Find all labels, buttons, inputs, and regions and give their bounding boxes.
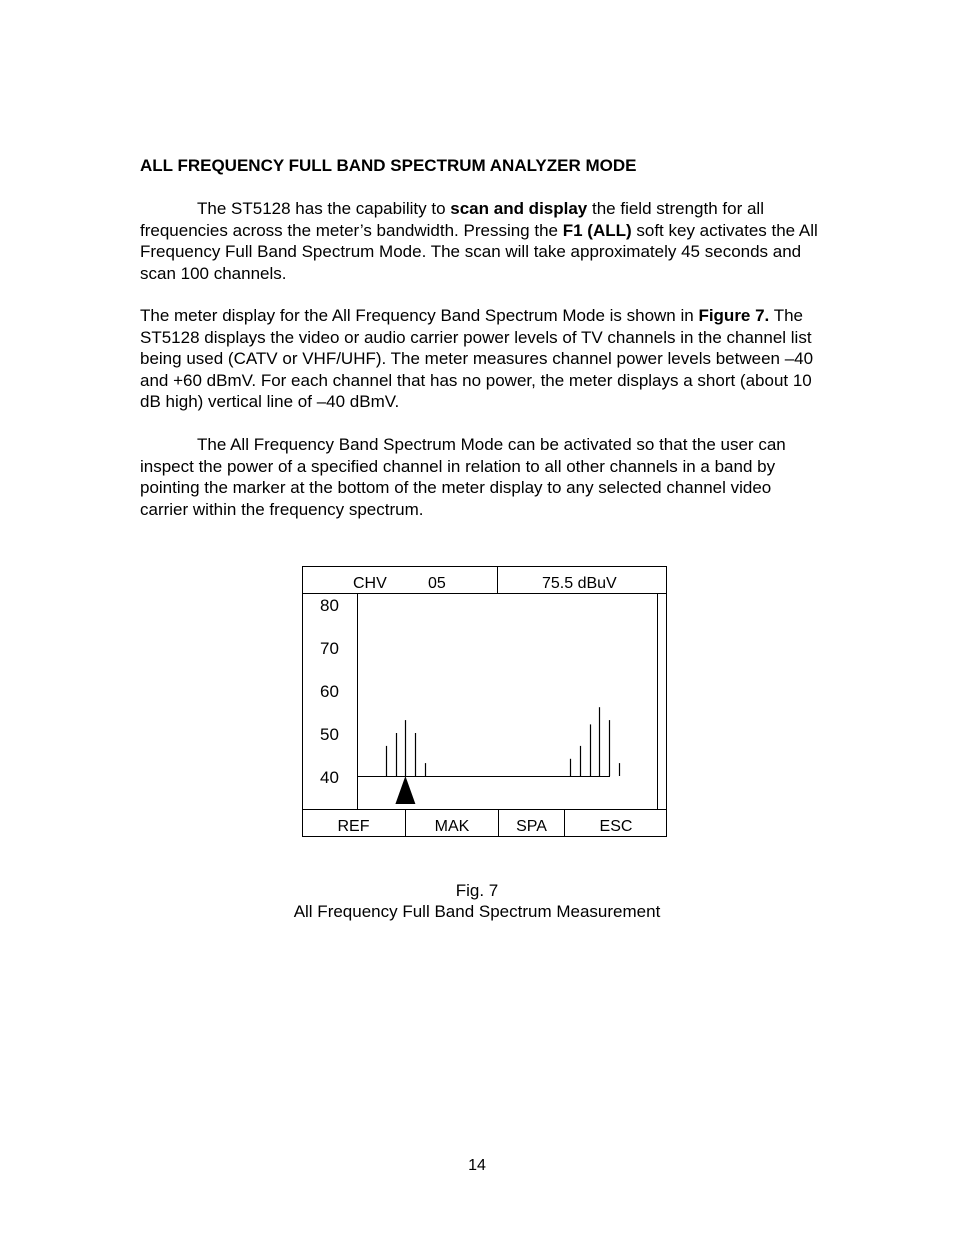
para1-bold-2: F1 (ALL)	[562, 220, 632, 240]
y-tick-40: 40	[320, 768, 339, 787]
level-readout: 75.5 dBuV	[542, 575, 617, 592]
y-tick-50: 50	[320, 725, 339, 744]
figure-caption-title: All Frequency Full Band Spectrum Measurement	[293, 902, 661, 921]
para2-text-1: The meter display for the All Frequency Band Spectrum Mode is shown in	[140, 306, 699, 325]
page-number: 14	[468, 1157, 486, 1174]
figure-caption-number: Fig. 7	[455, 881, 499, 900]
y-tick-70: 70	[320, 639, 339, 658]
paragraph-intro	[140, 198, 820, 284]
para1-text-2: the field strength for all frequencies across the meter’s bandwidth. Pressing the	[140, 199, 764, 240]
y-tick-80: 80	[320, 596, 339, 615]
channel-number: 05	[428, 575, 446, 592]
meter-display-figure	[302, 566, 667, 837]
para1-bold-1: scan and display	[450, 199, 588, 218]
softkey-ref[interactable]: REF	[337, 818, 370, 835]
channel-marker[interactable]	[395, 776, 415, 804]
para1-text-3: soft key activates the All Frequency Full Band Spectrum Mode. The scan will take approximately 45 seconds and scan 100 channels.	[140, 220, 818, 283]
y-tick-60: 60	[320, 682, 339, 701]
para2-text-2: The ST5128 displays the video or audio carrier power levels of TV channels in the channel list being used (CATV or VHF/UHF). The meter measures channel power levels between –40 and +60 dBmV. For each channel that has no power, the meter displays a short (about 10 dB high) vertical line of –40 dBmV.	[140, 306, 814, 411]
paragraph-marker: The All Frequency Band Spectrum Mode can be activated so that the user can inspect the power of a specified channel in relation to all other channels in a band by pointing the marker at the bottom of the meter display to any selected channel video carrier within the frequency spectrum.	[140, 435, 786, 519]
softkey-spa[interactable]: SPA	[516, 818, 547, 835]
paragraph-display	[140, 305, 820, 413]
para1-text-1: The ST5128 has the capability to	[197, 199, 451, 218]
channel-mode-label: CHV	[353, 575, 387, 592]
softkey-esc[interactable]: ESC	[599, 818, 633, 835]
section-heading: ALL FREQUENCY FULL BAND SPECTRUM ANALYZER MODE	[140, 156, 637, 175]
meter-frame	[302, 566, 667, 837]
para2-bold-1: Figure 7.	[698, 306, 770, 325]
softkey-mak[interactable]: MAK	[434, 818, 470, 835]
